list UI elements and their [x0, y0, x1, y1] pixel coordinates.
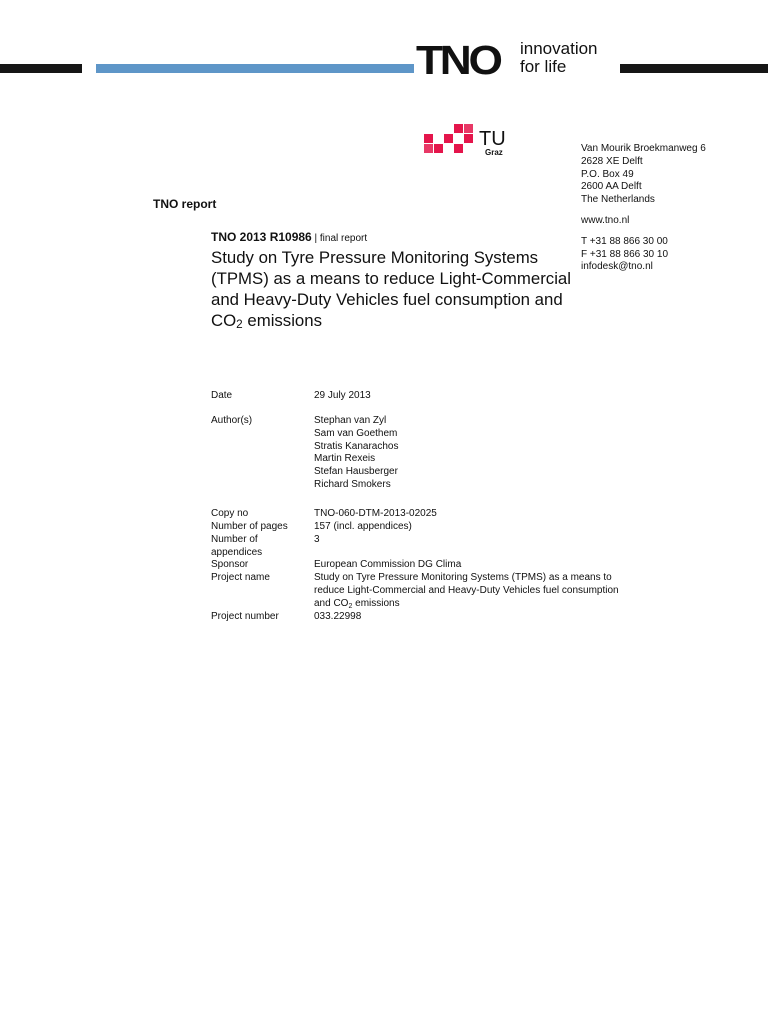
project-name-main: Study on Tyre Pressure Monitoring Systems (TPMS) as a means to reduce Light-Commercial and Heavy-Duty Vehicles fuel consumption and CO [314, 572, 619, 609]
address-postcode: 2628 XE Delft [581, 155, 643, 167]
meta-authors-label: Author(s) [211, 415, 253, 426]
tu-graz-logo [424, 124, 519, 158]
meta-sponsor-value: European Commission DG Clima [314, 559, 462, 570]
meta-date-label: Date [211, 390, 233, 401]
header-bar-black [0, 64, 82, 73]
tu-graz-squares-icon [424, 124, 473, 153]
tno-logo: TNO [416, 37, 500, 83]
tagline-line-2: for life [520, 57, 567, 76]
author-item: Stratis Kanarachos [314, 440, 399, 452]
meta-copy-value: TNO-060-DTM-2013-02025 [314, 508, 437, 519]
address-fax: F +31 88 866 30 10 [581, 248, 669, 260]
tagline-line-1: innovation [520, 39, 598, 58]
report-type: final report [319, 233, 368, 244]
meta-appendices-value: 3 [314, 534, 320, 545]
tno-tagline [520, 40, 598, 76]
meta-authors-list [314, 415, 644, 492]
meta-copy-label: Copy no [211, 508, 249, 519]
address-postcode-2: 2600 AA Delft [581, 181, 642, 193]
meta-pages-label: Number of pages [211, 521, 288, 532]
report-title-subscript: 2 [236, 318, 243, 331]
header-bar-right [620, 64, 768, 73]
meta-project-number-label: Project number [211, 611, 279, 622]
report-separator: | [311, 233, 320, 244]
tu-text: TU [479, 128, 506, 150]
project-name-subscript: 2 [348, 602, 353, 610]
meta-appendices-label: Number of appendices [211, 534, 263, 558]
address-block [581, 143, 706, 274]
meta-pages-value: 157 (incl. appendices) [314, 521, 412, 532]
graz-text: Graz [485, 148, 503, 157]
author-item: Stefan Hausberger [314, 466, 398, 478]
report-title [211, 247, 581, 331]
report-title-main: Study on Tyre Pressure Monitoring Systems (TPMS) as a means to reduce Light-Commercial and Heavy-Duty Vehicles fuel consumption and CO [211, 248, 571, 330]
address-pobox: P.O. Box 49 [581, 168, 634, 180]
address-web-link[interactable]: www.tno.nl [581, 214, 630, 226]
report-number: TNO 2013 R10986 [211, 230, 312, 244]
author-item: Stephan van Zyl [314, 415, 387, 426]
author-item: Richard Smokers [314, 478, 391, 490]
report-label: TNO report [153, 197, 217, 211]
project-name-end: emissions [352, 597, 400, 609]
meta-date-value: 29 July 2013 [314, 390, 371, 401]
author-item: Sam van Goethem [314, 427, 398, 439]
address-country: The Netherlands [581, 194, 655, 206]
address-email-link[interactable]: infodesk@tno.nl [581, 261, 653, 273]
meta-project-name-label: Project name [211, 572, 270, 583]
meta-sponsor-label: Sponsor [211, 559, 249, 570]
meta-project-number-value: 033.22998 [314, 611, 362, 622]
meta-project-name-value [314, 572, 636, 610]
report-title-end: emissions [242, 311, 322, 330]
author-item: Martin Rexeis [314, 453, 376, 465]
header-bar-blue [96, 64, 414, 73]
address-street: Van Mourik Broekmanweg 6 [581, 143, 706, 154]
report-id [211, 230, 367, 244]
address-phone: T +31 88 866 30 00 [581, 235, 668, 247]
